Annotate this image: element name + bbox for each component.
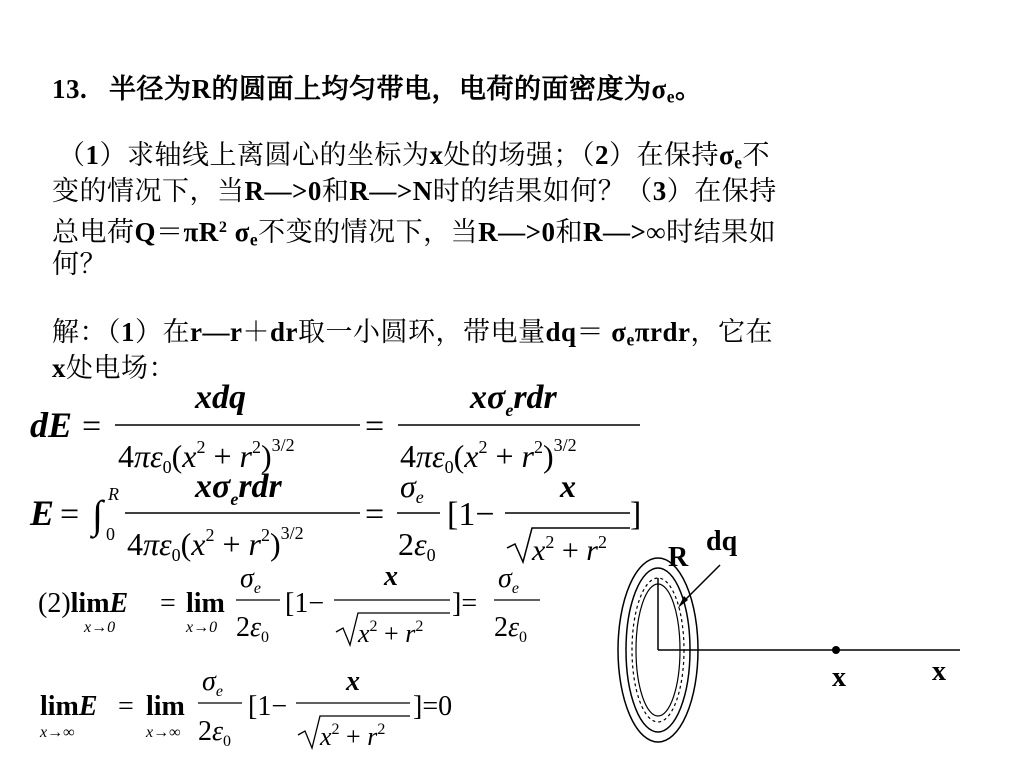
svg-text:0: 0 bbox=[106, 524, 115, 544]
equation-limit-infinity bbox=[39, 666, 452, 751]
label-dq: dq bbox=[706, 526, 738, 557]
svg-text:2ε0: $2\varepsilon_0$ bbox=[494, 612, 528, 646]
svg-text:x: x bbox=[560, 468, 576, 504]
svg-text:x→0: x→0 bbox=[84, 619, 116, 636]
svg-text:(2)limE: (2)limE bbox=[38, 588, 129, 619]
field-point bbox=[832, 646, 840, 654]
svg-text:lim: lim bbox=[146, 691, 185, 722]
svg-text:∫: ∫ bbox=[92, 492, 103, 537]
problem-text: 半径为R的圆面上均匀带电，电荷的面密度为$\sigma_e$。 bbox=[109, 74, 703, 107]
equation-E bbox=[29, 468, 641, 567]
label-R: R bbox=[668, 542, 689, 573]
svg-text:]=: ]= bbox=[452, 588, 478, 619]
question-line-2: 变的情况下，当R—>0和R—>N时的结果如何？（3）在保持 bbox=[52, 176, 777, 206]
svg-text:dE: dE bbox=[30, 405, 73, 445]
svg-text:=: = bbox=[365, 496, 385, 533]
ring-diagram bbox=[600, 510, 980, 750]
svg-text:2ε0: 2ε0 bbox=[398, 526, 436, 565]
svg-text:[1−: [1− bbox=[248, 691, 288, 722]
label-axis-x: x bbox=[932, 656, 946, 687]
svg-text:xdq: xdq bbox=[195, 379, 246, 416]
svg-text:=: = bbox=[60, 496, 80, 533]
svg-text:[1−: [1− bbox=[447, 496, 495, 533]
svg-text:4πε0(x2 + r2)3/2: $4\pi\varepsilon 0(x^2 + r^2)^{3/2}$ bbox=[118, 435, 295, 477]
svg-text:limE: limE bbox=[40, 691, 98, 722]
svg-text:σe: $\sigma_e$ bbox=[240, 563, 261, 597]
label-point-x: x bbox=[832, 662, 846, 693]
svg-text:xσerdr: $x\sigma_erdr$ bbox=[195, 468, 282, 509]
svg-text:xσerdr: $x\sigma_erdr$ bbox=[470, 379, 557, 420]
svg-text:x2 + r2: $x^2 + r^2$ bbox=[320, 721, 386, 751]
svg-text:R: R bbox=[108, 484, 119, 504]
question-line-3: 总电荷$Q=\pi R^2$ $\sigma_e$不变的情况下，当R—>0和R—>∞时结果如 bbox=[52, 216, 777, 250]
svg-text:x2 + r2: $x^2 + r^2$ bbox=[532, 532, 607, 567]
svg-text:x→∞: x→∞ bbox=[40, 724, 75, 741]
svg-text:x: x bbox=[384, 561, 398, 592]
svg-text:=: = bbox=[118, 691, 134, 722]
problem-number: 13. bbox=[52, 74, 88, 104]
svg-text:σe: σe bbox=[400, 468, 424, 507]
svg-text:]=0: ]=0 bbox=[413, 691, 453, 722]
solution-line-1: 解：（1）在r—r＋dr取一小圆环，带电量$dq= \sigma_e\pi rdr$，它在 bbox=[52, 317, 774, 350]
svg-text:x→0: x→0 bbox=[186, 619, 218, 636]
equation-limit-zero bbox=[38, 561, 540, 648]
svg-text:E: E bbox=[30, 493, 55, 533]
svg-text:4πε0(x2 + r2)3/2: $4\pi\varepsilon 0(x^2 + r^2)^{3/2}$ bbox=[400, 435, 577, 477]
question-line-1: （1）求轴线上离圆心的坐标为x处的场强；（2）在保持$\sigma_e$不 bbox=[58, 140, 770, 173]
svg-text:σe: $\sigma_e$ bbox=[498, 563, 519, 597]
solution-line-2: x处电场： bbox=[52, 353, 176, 383]
svg-text:]: ] bbox=[630, 496, 642, 533]
equation-dE bbox=[30, 379, 640, 477]
svg-text:x: x bbox=[346, 666, 360, 697]
svg-text:4πε0(x2 + r2)3/2: $4\pi\varepsilon 0(x^2 + r^2)^{3/2}$ bbox=[127, 523, 304, 565]
svg-text:x→∞: x→∞ bbox=[146, 724, 181, 741]
svg-text:x2 + r2: $x^2 + r^2$ bbox=[358, 618, 424, 648]
svg-text:=: = bbox=[365, 408, 385, 445]
svg-text:=: = bbox=[160, 588, 176, 619]
svg-text:2ε0: $2\varepsilon_0$ bbox=[198, 716, 232, 750]
svg-text:lim: lim bbox=[186, 588, 225, 619]
svg-text:[1−: [1− bbox=[285, 588, 325, 619]
question-line-4: 何？ bbox=[52, 249, 107, 279]
svg-text:=: = bbox=[82, 408, 102, 445]
svg-text:σe: $\sigma_e$ bbox=[202, 666, 223, 700]
svg-text:2ε0: $2\varepsilon_0$ bbox=[236, 612, 270, 646]
